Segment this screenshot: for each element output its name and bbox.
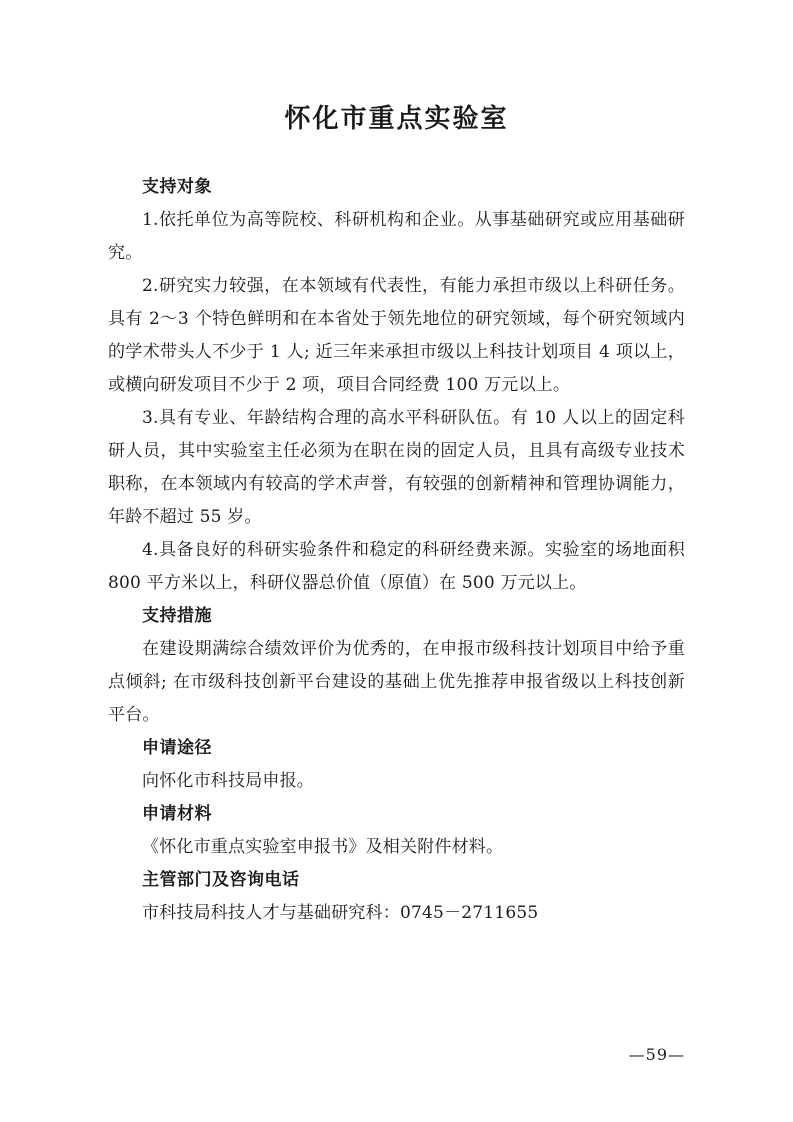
paragraph-support-target-2: 2.研究实力较强，在本领域有代表性，有能力承担市级以上科研任务。具有 2～3 个特色鲜明和在本省处于领先地位的研究领域，每个研究领域内的学术带头人不少于 1 人; 近三年来承担市级以上科技计划项目 4 项以上，或横向研发项目不少于 2 项，项目合同经费 100 万元以上。 [108,276,685,395]
paragraph-authority-contact-1: 市科技局科技人才与基础研究科：0745－2711655 [142,903,539,923]
section-heading-application-materials: 申请材料 [142,804,212,824]
paragraph-application-channel-1: 向怀化市科技局申报。 [142,771,314,791]
section-heading-support-measures: 支持措施 [142,606,212,626]
page-title: 怀化市重点实验室 [284,104,509,134]
section-heading-support-target: 支持对象 [142,177,212,197]
document-body [0,171,793,930]
paragraph-support-measures-1: 在建设期满综合绩效评价为优秀的，在申报市级科技计划项目中给予重点倾斜; 在市级科技创新平台建设的基础上优先推荐申报省级以上科技创新平台。 [108,639,685,725]
section-heading-authority-contact: 主管部门及咨询电话 [142,870,300,890]
section-heading-application-channel: 申请途径 [142,738,212,758]
paragraph-support-target-1: 1.依托单位为高等院校、科研机构和企业。从事基础研究或应用基础研究。 [108,210,685,263]
paragraph-support-target-3: 3.具有专业、年龄结构合理的高水平科研队伍。有 10 人以上的固定科研人员，其中实验室主任必须为在职在岗的固定人员，且具有高级专业技术职称，在本领域内有较高的学术声誉，有较强的创新精神和管理协调能力，年龄不超过 55 岁。 [108,408,685,527]
paragraph-application-materials-1: 《怀化市重点实验室申报书》及相关附件材料。 [142,837,504,857]
paragraph-support-target-4: 4.具备良好的科研实验条件和稳定的科研经费来源。实验室的场地面积 800 平方米以上，科研仪器总价值（原值）在 500 万元以上。 [108,540,685,593]
page-number: —59— [628,1045,685,1064]
